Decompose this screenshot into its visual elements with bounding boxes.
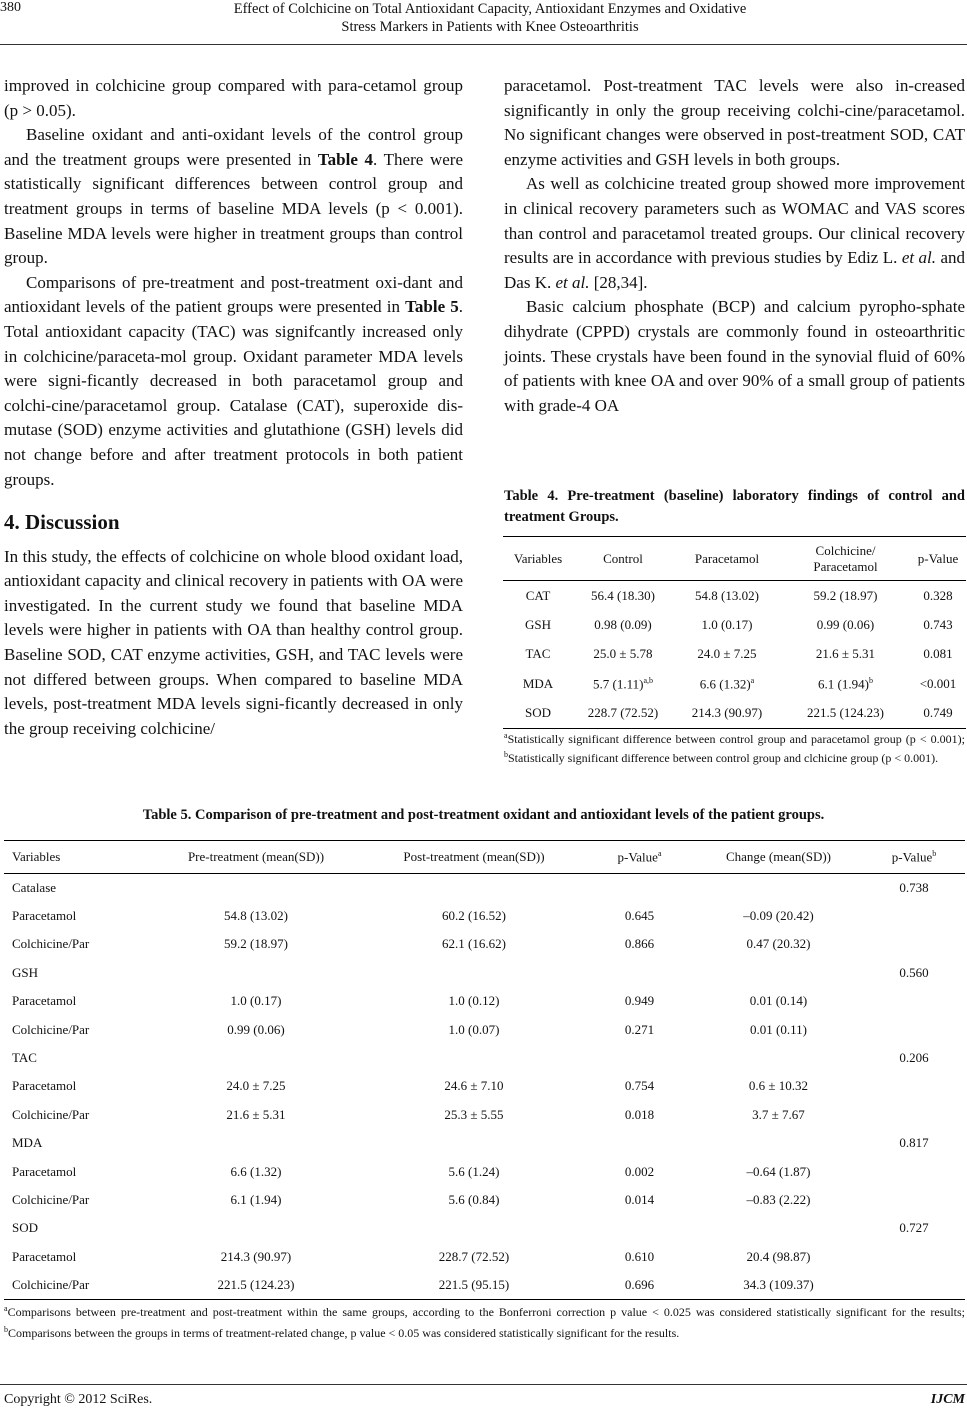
table-row	[4, 1129, 965, 1157]
column-header: Variables	[503, 537, 573, 581]
table-cell: 0.206	[899, 1050, 929, 1066]
table-cell: 54.8 (13.02)	[695, 587, 759, 603]
table-row	[4, 1214, 965, 1242]
table-cell: 60.2 (16.52)	[442, 908, 506, 924]
table-cell: 6.1 (1.94)	[230, 1191, 282, 1207]
table-cell: GSH	[12, 964, 39, 980]
running-title-line1: Effect of Colchicine on Total Antioxidant Capacity, Antioxidant Enzymes and Oxidative	[233, 1, 747, 17]
table-cell: 21.6 ± 5.31	[815, 646, 876, 662]
table-cell	[863, 1015, 965, 1043]
table-cell: 0.98 (0.09)	[594, 616, 652, 632]
section-heading: 4. Discussion	[4, 510, 120, 535]
table-cell: 0.743	[923, 616, 953, 632]
table-cell: 20.4 (98.87)	[746, 1248, 811, 1264]
running-title	[150, 0, 830, 36]
table-cell: TAC	[12, 1050, 37, 1066]
table-cell: 0.01 (0.14)	[749, 993, 808, 1009]
table-cell: 0.018	[624, 1106, 655, 1122]
column-header: p-Value	[910, 537, 966, 581]
table-cell: SOD	[12, 1220, 39, 1236]
table-row	[4, 902, 965, 930]
table-cell: 0.696	[585, 1271, 694, 1299]
table-cell	[363, 1044, 585, 1072]
table-cell: CAT	[525, 587, 551, 603]
table-cell: 0.866	[624, 936, 655, 952]
table-cell: –0.64 (1.87)	[746, 1163, 811, 1179]
column-header: p-Value$^a$	[585, 841, 694, 874]
table-cell: Paracetamol	[12, 1248, 77, 1264]
table-row	[4, 874, 965, 902]
table-cell	[149, 874, 363, 902]
table-cell: 0.738	[899, 879, 929, 895]
left-column	[4, 74, 463, 741]
table-cell: –0.09 (20.42)	[743, 908, 814, 924]
table-cell: 54.8 (13.02)	[224, 908, 288, 924]
table-cell: Colchicine/Par	[12, 1021, 90, 1037]
table-header-row	[4, 841, 965, 874]
paragraph: paracetamol. Post-treatment TAC levels were also in-creased significantly in only the group receiving colchi-cine/paracetamol. No significant changes were observed in post-treatment SOD, CAT enzyme activities and GSH levels in both groups.	[504, 76, 965, 169]
table-row	[503, 610, 966, 640]
table-cell: –0.83 (2.22)	[746, 1191, 811, 1207]
column-header: Colchicine/ Paracetamol	[781, 537, 910, 581]
table-cell	[585, 959, 694, 987]
table-cell: Paracetamol	[12, 908, 77, 924]
table-cell: Catalase	[12, 879, 57, 895]
table-cell: SOD	[503, 699, 573, 729]
table-cell: 62.1 (16.62)	[442, 936, 506, 952]
table-cell: 228.7 (72.52)	[573, 699, 673, 729]
table-cell: 0.645	[624, 908, 655, 924]
column-header: Pre-treatment (mean(SD))	[149, 841, 363, 874]
table-header-row	[503, 537, 966, 581]
table-cell: 24.0 ± 7.25	[226, 1078, 286, 1094]
table-cell	[863, 1101, 965, 1129]
table-cell: 3.7 ± 7.67	[752, 1106, 805, 1122]
table-cell: 56.4 (18.30)	[591, 587, 655, 603]
table-cell: 221.5 (124.23)	[781, 699, 910, 729]
table-row	[503, 640, 966, 670]
table-cell	[149, 1214, 363, 1242]
table-cell: 0.002	[624, 1163, 655, 1179]
table-cell	[363, 959, 585, 987]
table-cell	[863, 1072, 965, 1100]
table-cell	[863, 1186, 965, 1214]
table5	[4, 840, 965, 1300]
table-cell	[694, 1129, 863, 1157]
table-cell: 6.6 (1.32)	[230, 1163, 282, 1179]
table-row	[4, 1186, 965, 1214]
table-cell	[585, 874, 694, 902]
table-cell	[363, 874, 585, 902]
column-header: p-Value$^b$	[863, 841, 965, 874]
column-header: Post-treatment (mean(SD))	[363, 841, 585, 874]
table-cell	[363, 1214, 585, 1242]
table-cell: Colchicine/Par	[4, 1271, 149, 1299]
page-number: 380	[0, 0, 21, 15]
table-cell: 221.5 (124.23)	[149, 1271, 363, 1299]
column-header: Change (mean(SD))	[694, 841, 863, 874]
table-cell: 1.0 (0.07)	[448, 1021, 500, 1037]
table5-note: $^a$Comparisons between pre-treatment and post-treatment within the same groups, according to the Bonferroni correction p value < 0.025 was considered statistically significant for the results; $^b$Comparisons between the groups in terms of treatment-related change, p value < 0.05 was considered statistically significant for the results.	[4, 1304, 965, 1340]
table-cell: <0.001	[919, 675, 957, 691]
table-cell: 21.6 ± 5.31	[226, 1106, 286, 1122]
table-cell: 228.7 (72.52)	[438, 1248, 510, 1264]
table-cell: Colchicine/Par	[12, 1106, 90, 1122]
table-cell: 0.754	[624, 1078, 655, 1094]
table-cell	[863, 987, 965, 1015]
table-cell: 0.271	[624, 1021, 655, 1037]
table-cell	[863, 930, 965, 958]
footer-rule	[0, 1384, 967, 1385]
table-cell: 0.6 ± 10.32	[748, 1078, 809, 1094]
table-cell	[694, 1044, 863, 1072]
table-cell: 0.727	[899, 1220, 929, 1236]
paragraph: improved in colchicine group compared with para-cetamol group (p > 0.05).	[4, 76, 463, 120]
table-cell: 59.2 (18.97)	[224, 936, 288, 952]
table-cell: 5.6 (1.24)	[448, 1163, 500, 1179]
table-cell: Paracetamol	[12, 1163, 77, 1179]
table-cell	[149, 1044, 363, 1072]
table-cell: 34.3 (109.37)	[694, 1271, 863, 1299]
table-row	[4, 1101, 965, 1129]
table-cell	[149, 959, 363, 987]
table-cell: 0.610	[624, 1248, 655, 1264]
table-cell	[149, 1129, 363, 1157]
table-cell: Paracetamol	[12, 993, 77, 1009]
table-cell	[694, 959, 863, 987]
column-header: Paracetamol	[673, 537, 781, 581]
table-row	[503, 581, 966, 611]
table-cell: 24.6 ± 7.10	[444, 1078, 504, 1094]
table-cell: 0.081	[923, 646, 953, 662]
table-row	[4, 1271, 965, 1299]
table-cell: GSH	[524, 616, 551, 632]
table-cell	[863, 1243, 965, 1271]
table-cell: MDA	[12, 1135, 43, 1151]
table-cell	[863, 1157, 965, 1185]
table-row	[4, 1243, 965, 1271]
copyright: Copyright © 2012 SciRes.	[4, 1392, 153, 1407]
table-row	[503, 669, 966, 699]
table-cell: 0.47 (20.32)	[746, 936, 811, 952]
table-cell: 5.6 (0.84)	[448, 1191, 500, 1207]
table-row	[4, 1157, 965, 1185]
table-cell	[585, 1044, 694, 1072]
table-cell: MDA	[522, 675, 554, 691]
table-cell: 0.817	[899, 1135, 929, 1151]
column-header: Variables	[4, 841, 149, 874]
table-cell: TAC	[525, 646, 551, 662]
table-cell: 59.2 (18.97)	[813, 587, 878, 603]
paragraph: As well as colchicine treated group showed more improvement in clinical recovery parameters such as WOMAC and VAS scores than control and paracetamol treated groups. Our clinical recovery results are in accordance with previous studies by Ediz L. et al. and Das K. et al. [28,34].	[504, 174, 965, 292]
table5-caption: Table 5. Comparison of pre-treatment and post-treatment oxidant and antioxidant levels of the patient groups.	[142, 807, 825, 823]
table-cell: 221.5 (95.15)	[363, 1271, 585, 1299]
table-cell	[863, 1271, 965, 1299]
table-cell: Colchicine/Par	[12, 1191, 90, 1207]
table-cell: 1.0 (0.17)	[701, 616, 753, 632]
table-cell: 0.99 (0.06)	[816, 616, 875, 632]
table-cell: Paracetamol	[12, 1078, 77, 1094]
paragraph: Comparisons of pre-treatment and post-treatment oxi-dant and antioxidant levels of the patient groups were presented in Table 5. Total antioxidant capacity (TAC) was signifcantly increased only in colchicine/paraceta-mol group. Oxidant parameter MDA levels were signi-ficantly decreased in both paracetamol group and colchi-cine/paracetamol group. Catalase (CAT), superoxide dis-mutase (SOD) enzyme activities and glutathione (GSH) levels did not change before and after treatment protocols in both patient groups.	[4, 272, 463, 489]
table-row	[4, 959, 965, 987]
table-cell: 0.01 (0.11)	[750, 1021, 807, 1037]
paragraph: Basic calcium phosphate (BCP) and calcium pyropho-sphate dihydrate (CPPD) crystals are commonly found in osteoarthritic joints. These crystals have been found in the synovial fluid of 60% of patients with knee OA and over 90% of a small group of patients with grade-4 OA	[504, 297, 965, 415]
table-cell: 0.328	[923, 587, 953, 603]
table-cell: 0.949	[624, 993, 655, 1009]
running-title-line2: Stress Markers in Patients with Knee Osteoarthritis	[341, 19, 639, 35]
table-cell: 0.749	[910, 699, 966, 729]
table-row	[4, 930, 965, 958]
table-row	[4, 1015, 965, 1043]
table-cell: 25.0 ± 5.78	[593, 646, 653, 662]
table-cell: 1.0 (0.12)	[448, 993, 500, 1009]
table-cell	[585, 1129, 694, 1157]
table-cell	[694, 1214, 863, 1242]
table-cell: 214.3 (90.97)	[220, 1248, 292, 1264]
table-cell: 24.0 ± 7.25	[697, 646, 757, 662]
table-row	[4, 1044, 965, 1072]
table-cell: Colchicine/Par	[12, 936, 90, 952]
paragraph: Baseline oxidant and anti-oxidant levels of the control group and the treatment groups were presented in Table 4. There were statistically significant differences between control group and treatment groups in terms of baseline MDA levels (p < 0.001). Baseline MDA levels were higher in treatment groups than control group.	[4, 125, 463, 268]
table-cell	[585, 1214, 694, 1242]
table-cell: 0.560	[899, 964, 929, 980]
paragraph: In this study, the effects of colchicine on whole blood oxidant load, antioxidant capacity and clinical recovery in patients with OA were investigated. In the current study we found that baseline MDA levels were higher in patients with OA than healthy control group. Baseline SOD, CAT enzyme activities, GSH, and TAC levels were not differed between groups. When compared to baseline MDA levels, post-treatment MDA levels signi-ficantly decreased in only the group receiving colchicine/	[4, 546, 463, 738]
table-row	[4, 987, 965, 1015]
table-cell: 6.1 $(1.94)^b$	[818, 675, 873, 691]
table-row	[4, 1072, 965, 1100]
table-cell: 5.7 $(1.11)^{a,b}$	[593, 675, 653, 691]
table-cell	[694, 874, 863, 902]
right-column	[504, 74, 965, 418]
table-cell: 214.3 (90.97)	[673, 699, 781, 729]
journal-name: IJCM	[930, 1392, 965, 1407]
table-cell: 25.3 ± 5.55	[444, 1106, 504, 1122]
table-cell: 0.014	[624, 1191, 655, 1207]
table-cell: 6.6 $(1.32)^a$	[699, 675, 755, 691]
table4	[503, 536, 966, 729]
table-cell	[363, 1129, 585, 1157]
table4-caption: Table 4. Pre-treatment (baseline) laboratory findings of control and treatment Groups.	[504, 488, 965, 525]
header-rule	[0, 44, 967, 45]
table-cell: 1.0 (0.17)	[230, 993, 282, 1009]
table-cell	[863, 902, 965, 930]
table4-note: $^a$Statistically significant difference between control group and paracetamol group (p < 0.001); $^b$Statistically significant difference between control group and clchicine group (p < 0.001).	[504, 731, 965, 765]
table-row	[503, 699, 966, 729]
column-header: Control	[573, 537, 673, 581]
table-cell: 0.99 (0.06)	[227, 1021, 285, 1037]
